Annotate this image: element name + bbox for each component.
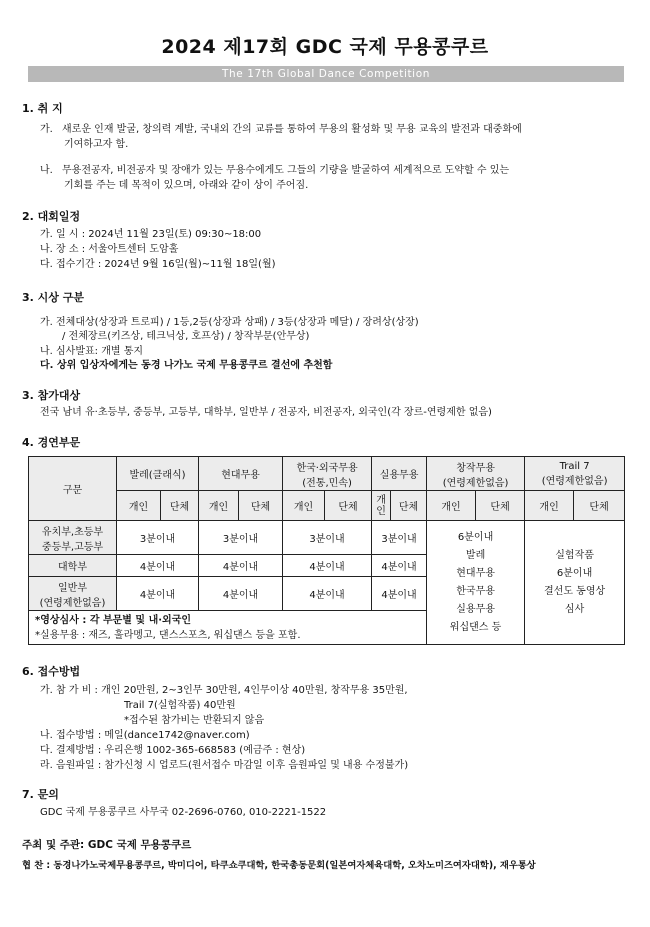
header-modern: 현대무용	[199, 457, 283, 491]
awards-line2: / 전체장르(키즈상, 테크닉상, 호프상) / 창작부문(안무상)	[62, 331, 310, 342]
header-practical: 실용무용	[372, 457, 427, 491]
cell-time: 4분이내	[372, 577, 427, 611]
creative-line: 6분이내	[457, 531, 494, 543]
row-label-youth	[29, 521, 117, 555]
note-practical-dance: *실용무용 : 재즈, 훌라멩고, 댄스스포츠, 워십댄스 등을 포함.	[35, 629, 301, 641]
cell-time: 4분이내	[199, 577, 283, 611]
fee-line1: 가. 참 가 비 : 개인 20만원, 2~3인무 30만원, 4인무이상 40만원, 창작무용 35만원,	[40, 685, 408, 696]
section-heading-schedule: 2. 대회일정	[22, 210, 81, 223]
fee-line2: Trail 7(실험작품) 40만원	[124, 700, 236, 711]
cell-time: 3분이내	[372, 521, 427, 555]
section-heading-registration: 6. 접수방법	[22, 665, 81, 678]
schedule-date: 가. 일 시 : 2024년 11월 23일(토) 09:30~18:00	[40, 229, 262, 240]
sub-group: 단체	[574, 491, 625, 521]
trail-details	[525, 521, 625, 645]
footer-host: 주최 및 주관: GDC 국제 무용콩쿠르	[22, 839, 192, 851]
sub-group: 단체	[161, 491, 199, 521]
music-file: 라. 음원파일 : 참가신청 시 업로드(원서접수 마감일 이후 음원파일 및 내용 수정불가)	[40, 760, 409, 771]
sub-group: 단체	[391, 491, 427, 521]
row-label-general-line1: 일반부	[58, 582, 87, 594]
row-label-youth-line1: 유치부,초등부	[41, 526, 104, 538]
sub-individual-split-2: 인	[376, 505, 386, 517]
section-heading-purpose: 1. 취 지	[22, 102, 63, 115]
sub-group: 단체	[239, 491, 283, 521]
fee-refund-note: *접수된 참가비는 반환되지 않음	[124, 715, 265, 726]
sub-individual: 개인	[525, 491, 574, 521]
section-heading-categories: 4. 경연부문	[22, 436, 81, 449]
header-creative	[427, 457, 525, 491]
schedule-registration: 다. 접수기간 : 2024년 9월 16일(월)~11월 18일(월)	[40, 259, 276, 270]
sub-group: 단체	[476, 491, 525, 521]
header-creative-line1: 창작무용	[456, 462, 495, 474]
section-heading-awards: 3. 시상 구분	[22, 291, 84, 304]
sub-group: 단체	[325, 491, 372, 521]
header-ballet: 발레(클래식)	[117, 457, 199, 491]
trail-line: 6분이내	[556, 567, 593, 579]
cell-time: 3분이내	[283, 521, 372, 555]
header-trail	[525, 457, 625, 491]
footer-sponsor: 협 찬 : 동경나가노국제무용콩쿠르, 박미디어, 타쿠쇼쿠대학, 한국총동문회(일본여자체육대학, 오차노미즈여자대학), 재우통상	[22, 860, 536, 871]
eligibility-text: 전국 남녀 유·초등부, 중등부, 고등부, 대학부, 일반부 / 전공자, 비전공자, 외국인(각 장르-연령제한 없음)	[40, 407, 492, 418]
header-korean-line2: (전통,민속)	[302, 477, 352, 489]
item-label: 나.	[40, 165, 53, 176]
categories-table	[28, 456, 625, 645]
creative-line: 발레	[465, 549, 486, 561]
trail-line: 결선도 동영상	[544, 585, 606, 597]
payment-method: 다. 결제방법 : 우리은행 1002-365-668583 (예금주 : 현상)	[40, 745, 306, 756]
item-label: 가.	[40, 124, 53, 135]
cell-time: 4분이내	[117, 555, 199, 577]
header-korean	[283, 457, 372, 491]
purpose-na-line2: 기회를 주는 데 목적이 있으며, 아래와 같이 상이 주어짐.	[64, 180, 309, 191]
awards-announcement: 나. 심사발표: 개별 통지	[40, 346, 144, 357]
title-banner: The 17th Global Dance Competition	[28, 66, 624, 82]
creative-details	[427, 521, 525, 645]
row-label-general-line2: (연령제한없음)	[39, 597, 106, 609]
section-heading-eligibility: 3. 참가대상	[22, 389, 81, 402]
cell-time: 3분이내	[117, 521, 199, 555]
row-label-general	[29, 577, 117, 611]
section-heading-contact: 7. 문의	[22, 788, 59, 801]
purpose-item-na	[40, 163, 625, 193]
row-label-university: 대학부	[29, 555, 117, 577]
table-corner: 구문	[29, 457, 117, 521]
sub-individual: 개인	[427, 491, 476, 521]
registration-method: 나. 접수방법 : 메일(dance1742@naver.com)	[40, 730, 250, 741]
awards-recommendation: 다. 상위 입상자에게는 동경 나가노 국제 무용콩쿠르 결선에 추천함	[40, 360, 333, 371]
table-notes	[29, 611, 427, 645]
cell-time: 4분이내	[199, 555, 283, 577]
page-title: 2024 제17회 GDC 국제 무용콩쿠르	[161, 36, 489, 58]
schedule-venue: 나. 장 소 : 서울아트센터 도암홀	[40, 244, 179, 255]
header-trail-line2: (연령제한없음)	[541, 475, 608, 487]
contact-info: GDC 국제 무용콩쿠르 사무국 02-2696-0760, 010-2221-1522	[40, 807, 327, 818]
sub-individual: 개인	[199, 491, 239, 521]
row-label-youth-line2: 중등부,고등부	[41, 541, 104, 553]
trail-line: 심사	[564, 603, 585, 615]
purpose-ga-line2: 기여하고자 함.	[64, 139, 129, 150]
cell-time: 4분이내	[283, 555, 372, 577]
purpose-item-ga	[40, 122, 625, 152]
header-korean-line1: 한국·외국무용	[296, 462, 358, 474]
creative-line: 현대무용	[456, 567, 495, 579]
note-video-judging: *영상심사 : 각 부문별 및 내·외국인	[35, 614, 192, 626]
awards-line1: 가. 전체대상(상장과 트로피) / 1등,2등(상장과 상패) / 3등(상장과 메달) / 장려상(상장)	[40, 317, 419, 328]
purpose-ga-line1: 새로운 인재 발굴, 창의력 계발, 국내외 간의 교류를 통하여 무용의 활성화 및 무용 교육의 발전과 대중화에	[62, 124, 522, 135]
header-trail-line1: Trail 7	[559, 460, 590, 472]
trail-line: 실험작품	[555, 549, 594, 561]
cell-time: 3분이내	[199, 521, 283, 555]
sub-individual-split-1: 개	[376, 494, 386, 506]
purpose-na-line1: 무용전공자, 비전공자 및 장애가 있는 무용수에게도 그들의 기량을 발굴하여 세계적으로 도약할 수 있는	[62, 165, 510, 176]
sub-individual-practical	[372, 491, 391, 521]
sub-individual: 개인	[117, 491, 161, 521]
cell-time: 4분이내	[283, 577, 372, 611]
sub-individual: 개인	[283, 491, 325, 521]
header-creative-line2: (연령제한없음)	[442, 477, 509, 489]
creative-line: 한국무용	[456, 585, 495, 597]
cell-time: 4분이내	[372, 555, 427, 577]
creative-line: 워십댄스 등	[449, 621, 502, 633]
creative-line: 실용무용	[456, 603, 495, 615]
cell-time: 4분이내	[117, 577, 199, 611]
